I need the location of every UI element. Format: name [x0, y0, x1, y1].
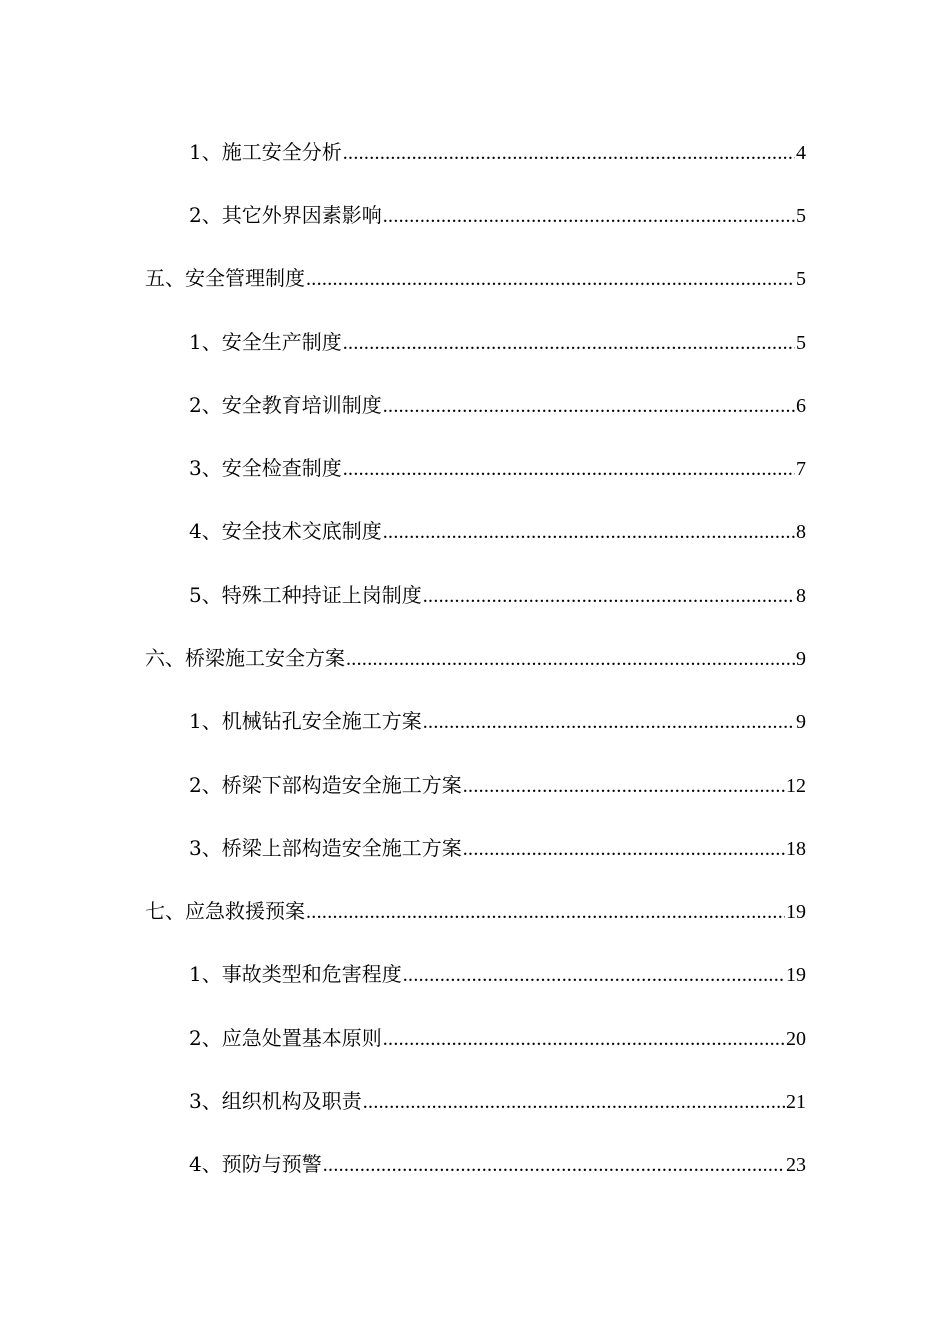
toc-entry[interactable] — [189, 833, 806, 863]
toc-page-number: 9 — [796, 711, 806, 733]
toc-entry-label: 五、安全管理制度 — [145, 266, 305, 290]
toc-entry[interactable] — [145, 896, 806, 926]
toc-entry-label: 1、安全生产制度 — [189, 330, 342, 354]
toc-entry-label: 1、机械钻孔安全施工方案 — [189, 709, 422, 733]
toc-entry-label: 4、安全技术交底制度 — [189, 519, 382, 543]
toc-entry-label: 1、事故类型和危害程度 — [189, 962, 402, 986]
toc-entry-label: 2、安全教育培训制度 — [189, 393, 382, 417]
toc-dot-leader — [403, 960, 785, 990]
toc-dot-leader — [463, 771, 785, 801]
toc-dot-leader — [306, 897, 785, 927]
toc-entry-label: 2、其它外界因素影响 — [189, 203, 382, 227]
toc-entry-label: 2、应急处置基本原则 — [189, 1026, 382, 1050]
toc-page-number: 21 — [786, 1091, 806, 1113]
toc-entry-label: 六、桥梁施工安全方案 — [145, 646, 345, 670]
toc-entry[interactable] — [189, 200, 806, 230]
toc-entry-label: 3、组织机构及职责 — [189, 1089, 362, 1113]
toc-entry-label: 2、桥梁下部构造安全施工方案 — [189, 773, 462, 797]
toc-entry-label: 5、特殊工种持证上岗制度 — [189, 583, 422, 607]
toc-page-number: 7 — [796, 458, 806, 480]
toc-entry[interactable] — [145, 263, 806, 293]
toc-dot-leader — [383, 201, 795, 231]
toc-dot-leader — [383, 391, 795, 421]
toc-page-number: 6 — [796, 395, 806, 417]
toc-entry-label: 1、施工安全分析 — [189, 140, 342, 164]
toc-page-number: 8 — [796, 585, 806, 607]
toc-dot-leader — [363, 1087, 785, 1117]
toc-entry[interactable] — [189, 580, 806, 610]
toc-page-number: 5 — [796, 332, 806, 354]
toc-page-number: 18 — [786, 838, 806, 860]
toc-page-number: 5 — [796, 268, 806, 290]
toc-dot-leader — [343, 138, 795, 168]
toc-page-number: 23 — [786, 1154, 806, 1176]
toc-dot-leader — [343, 328, 795, 358]
toc-dot-leader — [306, 264, 795, 294]
toc-page-number: 20 — [786, 1028, 806, 1050]
toc-page-number: 4 — [796, 142, 806, 164]
toc-page-number: 19 — [786, 964, 806, 986]
toc-entry[interactable] — [189, 770, 806, 800]
toc-dot-leader — [463, 834, 785, 864]
toc-dot-leader — [383, 1024, 785, 1054]
toc-page-number: 12 — [786, 775, 806, 797]
toc-entry-label: 3、安全检查制度 — [189, 456, 342, 480]
toc-entry[interactable] — [189, 706, 806, 736]
toc-entry[interactable] — [189, 1086, 806, 1116]
toc-entry-label: 3、桥梁上部构造安全施工方案 — [189, 836, 462, 860]
toc-page-number: 9 — [796, 648, 806, 670]
toc-entry[interactable] — [189, 137, 806, 167]
toc-dot-leader — [323, 1150, 785, 1180]
toc-entry[interactable] — [189, 390, 806, 420]
toc-dot-leader — [346, 644, 795, 674]
toc-dot-leader — [423, 581, 795, 611]
toc-entry[interactable] — [189, 516, 806, 546]
toc-page-number: 5 — [796, 205, 806, 227]
toc-entry[interactable] — [189, 327, 806, 357]
toc-entry-label: 4、预防与预警 — [189, 1152, 322, 1176]
toc-dot-leader — [343, 454, 795, 484]
toc-entry[interactable] — [189, 1023, 806, 1053]
toc-page-number: 19 — [786, 901, 806, 923]
toc-entry[interactable] — [145, 643, 806, 673]
toc-page-number: 8 — [796, 521, 806, 543]
toc-entry[interactable] — [189, 1149, 806, 1179]
toc-entry[interactable] — [189, 453, 806, 483]
toc-dot-leader — [383, 517, 795, 547]
toc-entry[interactable] — [189, 959, 806, 989]
toc-entry-label: 七、应急救援预案 — [145, 899, 305, 923]
toc-dot-leader — [423, 707, 795, 737]
